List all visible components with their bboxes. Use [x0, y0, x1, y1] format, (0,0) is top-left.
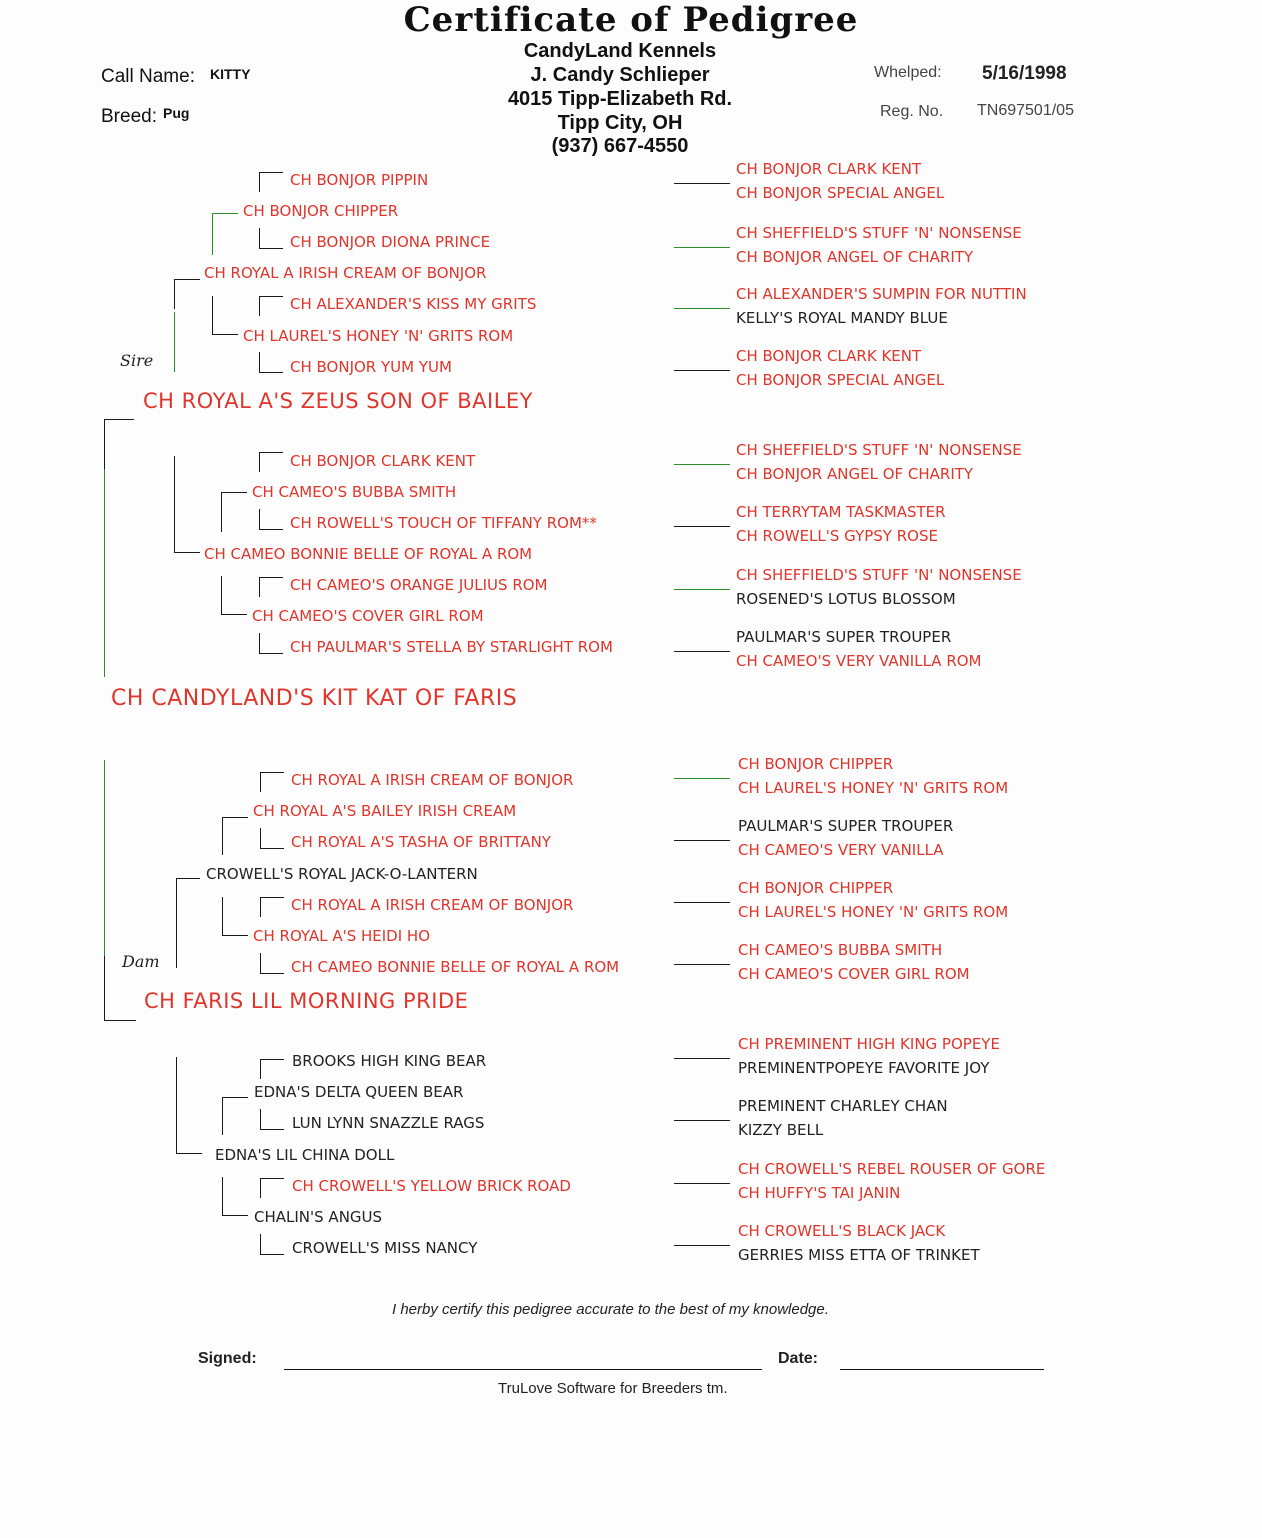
bracket-line	[176, 878, 200, 879]
bracket-line	[212, 213, 238, 214]
bracket-line	[259, 172, 283, 173]
pedigree-entry: KELLY'S ROYAL MANDY BLUE	[736, 309, 948, 327]
bracket-line	[260, 953, 261, 973]
pedigree-entry: CH ALEXANDER'S KISS MY GRITS	[290, 295, 537, 313]
bracket-line	[259, 352, 260, 372]
pedigree-entry: CH BONJOR CLARK KENT	[736, 347, 922, 365]
bracket-line	[260, 1178, 284, 1179]
bracket-line	[176, 878, 177, 968]
bracket-line	[222, 1097, 248, 1098]
bracket-line	[176, 1057, 177, 1153]
pedigree-entry: CH ROYAL A IRISH CREAM OF BONJOR	[291, 896, 574, 914]
pedigree-entry: CH BONJOR ANGEL OF CHARITY	[736, 465, 974, 483]
bracket-line	[674, 1058, 730, 1059]
bracket-line	[260, 1059, 284, 1060]
bracket-line	[259, 577, 283, 578]
pedigree-entry: ROSENED'S LOTUS BLOSSOM	[736, 590, 956, 608]
date-label: Date:	[778, 1350, 819, 1367]
bracket-line	[259, 172, 260, 192]
bracket-line	[260, 772, 284, 773]
bracket-line	[174, 279, 175, 309]
pedigree-entry: CH PREMINENT HIGH KING POPEYE	[738, 1035, 1000, 1053]
bracket-line	[260, 1254, 284, 1255]
owner-name: J. Candy Schlieper	[530, 64, 710, 86]
kennel-address: 4015 Tipp-Elizabeth Rd.	[507, 88, 733, 110]
reg-no-value: TN697501/05	[977, 102, 1074, 119]
pedigree-entry: CH BONJOR DIONA PRINCE	[290, 233, 491, 251]
signature-line[interactable]	[284, 1369, 762, 1370]
pedigree-entry: CHALIN'S ANGUS	[254, 1208, 383, 1226]
bracket-line	[260, 1129, 284, 1130]
pedigree-entry: CH CAMEO'S VERY VANILLA ROM	[736, 652, 982, 670]
pedigree-entry: CH BONJOR YUM YUM	[290, 358, 452, 376]
pedigree-entry: CH ROYAL A IRISH CREAM OF BONJOR	[204, 264, 487, 282]
pedigree-entry: CH ALEXANDER'S SUMPIN FOR NUTTIN	[736, 285, 1027, 303]
pedigree-entry: PAULMAR'S SUPER TROUPER	[738, 817, 954, 835]
pedigree-entry: LUN LYNN SNAZZLE RAGS	[292, 1114, 485, 1132]
bracket-line	[222, 935, 248, 936]
bracket-line	[260, 848, 284, 849]
bracket-line	[674, 1120, 730, 1121]
pedigree-entry: CH ROYAL A'S BAILEY IRISH CREAM	[253, 802, 517, 820]
pedigree-entry: CH ROYAL A'S TASHA OF BRITTANY	[291, 833, 551, 851]
pedigree-entry: CH TERRYTAM TASKMASTER	[736, 503, 946, 521]
bracket-line	[221, 492, 247, 493]
pedigree-entry: CROWELL'S MISS NANCY	[292, 1239, 478, 1257]
bracket-line	[260, 897, 284, 898]
bracket-line	[222, 817, 223, 855]
bracket-line	[212, 334, 238, 335]
pedigree-entry: CH LAUREL'S HONEY 'N' GRITS ROM	[738, 779, 1009, 797]
pedigree-entry: CH CAMEO BONNIE BELLE OF ROYAL A ROM	[291, 958, 620, 976]
pedigree-entry: CH BONJOR CLARK KENT	[736, 160, 922, 178]
bracket-line	[104, 419, 105, 469]
pedigree-entry: CH ROYAL A IRISH CREAM OF BONJOR	[291, 771, 574, 789]
bracket-line	[259, 372, 283, 373]
subject-dog-name: CH CANDYLAND'S KIT KAT OF FARIS	[111, 686, 518, 711]
pedigree-entry: CH SHEFFIELD'S STUFF 'N' NONSENSE	[736, 566, 1022, 584]
pedigree-entry: KIZZY BELL	[738, 1121, 824, 1139]
pedigree-entry: CH BONJOR PIPPIN	[290, 171, 429, 189]
bracket-line	[221, 492, 222, 532]
bracket-line	[259, 577, 260, 597]
bracket-line	[259, 509, 260, 529]
bracket-line	[212, 213, 213, 255]
pedigree-entry: PREMINENTPOPEYE FAVORITE JOY	[738, 1059, 990, 1077]
software-credit: TruLove Software for Breeders tm.	[498, 1380, 728, 1397]
bracket-line	[674, 1245, 730, 1246]
pedigree-entry: CH ROWELL'S TOUCH OF TIFFANY ROM**	[290, 514, 597, 532]
pedigree-entry: CH BONJOR CHIPPER	[738, 755, 894, 773]
bracket-line	[674, 308, 730, 309]
pedigree-entry: CROWELL'S ROYAL JACK-O-LANTERN	[206, 865, 478, 883]
pedigree-entry: CH ROYAL A'S HEIDI HO	[253, 927, 430, 945]
pedigree-entry: CH ROWELL'S GYPSY ROSE	[736, 527, 938, 545]
bracket-line	[674, 526, 730, 527]
pedigree-entry: EDNA'S LIL CHINA DOLL	[215, 1146, 395, 1164]
pedigree-entry: CH CAMEO'S ORANGE JULIUS ROM	[290, 576, 548, 594]
certificate-title: Certificate of Pedigree	[403, 0, 859, 40]
pedigree-entry: CH PAULMAR'S STELLA BY STARLIGHT ROM	[290, 638, 613, 656]
kennel-phone: (937) 667-4550	[551, 135, 689, 157]
pedigree-entry: CH BONJOR ANGEL OF CHARITY	[736, 248, 974, 266]
sire-name: CH ROYAL A'S ZEUS SON OF BAILEY	[143, 389, 534, 413]
call-name-value: KITTY	[210, 66, 251, 82]
whelped-label: Whelped:	[874, 64, 942, 81]
bracket-line	[174, 312, 175, 372]
bracket-line	[674, 464, 730, 465]
pedigree-entry: CH BONJOR CHIPPER	[738, 879, 894, 897]
breed-label: Breed:	[101, 106, 157, 127]
bracket-line	[221, 576, 222, 614]
kennel-city: Tipp City, OH	[557, 112, 683, 134]
pedigree-entry: CH LAUREL'S HONEY 'N' GRITS ROM	[738, 903, 1009, 921]
pedigree-entry: CH BONJOR CLARK KENT	[290, 452, 476, 470]
bracket-line	[259, 452, 283, 453]
certification-statement: I herby certify this pedigree accurate to the best of my knowledge.	[392, 1301, 829, 1318]
reg-no-label: Reg. No.	[880, 103, 944, 120]
bracket-line	[674, 651, 730, 652]
pedigree-entry: CH BONJOR SPECIAL ANGEL	[736, 184, 945, 202]
bracket-line	[260, 897, 261, 917]
pedigree-entry: CH CAMEO'S COVER GIRL ROM	[252, 607, 484, 625]
pedigree-entry: CH CAMEO'S BUBBA SMITH	[252, 483, 457, 501]
bracket-line	[221, 614, 247, 615]
pedigree-entry: CH BONJOR SPECIAL ANGEL	[736, 371, 945, 389]
pedigree-entry: PAULMAR'S SUPER TROUPER	[736, 628, 952, 646]
bracket-line	[260, 973, 284, 974]
pedigree-entry: CH CAMEO'S BUBBA SMITH	[738, 941, 943, 959]
call-name-label: Call Name:	[101, 66, 195, 87]
bracket-line	[674, 902, 730, 903]
bracket-line	[222, 817, 248, 818]
bracket-line	[104, 469, 105, 677]
bracket-line	[104, 1020, 136, 1021]
sire-label: Sire	[120, 351, 154, 370]
bracket-line	[260, 828, 261, 848]
dam-label: Dam	[122, 952, 160, 971]
bracket-line	[222, 1215, 248, 1216]
bracket-line	[104, 956, 105, 1020]
pedigree-entry: BROOKS HIGH KING BEAR	[292, 1052, 487, 1070]
bracket-line	[260, 1109, 261, 1129]
bracket-line	[674, 840, 730, 841]
bracket-line	[259, 248, 283, 249]
bracket-line	[104, 760, 105, 956]
signed-label: Signed:	[198, 1350, 257, 1367]
bracket-line	[176, 1153, 202, 1154]
bracket-line	[174, 456, 175, 552]
bracket-line	[674, 370, 730, 371]
bracket-line	[674, 247, 730, 248]
bracket-line	[260, 772, 261, 792]
bracket-line	[674, 589, 730, 590]
pedigree-entry: CH CROWELL'S BLACK JACK	[738, 1222, 946, 1240]
kennel-name: CandyLand Kennels	[523, 40, 717, 62]
pedigree-entry: CH BONJOR CHIPPER	[243, 202, 399, 220]
bracket-line	[212, 296, 213, 334]
bracket-line	[222, 1177, 223, 1215]
bracket-line	[260, 1178, 261, 1198]
bracket-line	[260, 1234, 261, 1254]
bracket-line	[259, 228, 260, 248]
pedigree-entry: CH CAMEO'S COVER GIRL ROM	[738, 965, 970, 983]
pedigree-entry: CH LAUREL'S HONEY 'N' GRITS ROM	[243, 327, 514, 345]
pedigree-entry: CH SHEFFIELD'S STUFF 'N' NONSENSE	[736, 224, 1022, 242]
date-line[interactable]	[840, 1369, 1044, 1370]
pedigree-entry: CH CROWELL'S YELLOW BRICK ROAD	[292, 1177, 571, 1195]
dam-name: CH FARIS LIL MORNING PRIDE	[144, 989, 469, 1013]
bracket-line	[259, 452, 260, 472]
pedigree-entry: CH CAMEO'S VERY VANILLA	[738, 841, 944, 859]
pedigree-entry: CH SHEFFIELD'S STUFF 'N' NONSENSE	[736, 441, 1022, 459]
bracket-line	[259, 296, 283, 297]
pedigree-entry: CH HUFFY'S TAI JANIN	[738, 1184, 901, 1202]
bracket-line	[674, 183, 730, 184]
pedigree-entry: PREMINENT CHARLEY CHAN	[738, 1097, 948, 1115]
whelped-date: 5/16/1998	[982, 63, 1067, 84]
bracket-line	[259, 653, 283, 654]
bracket-line	[674, 778, 730, 779]
bracket-line	[104, 419, 134, 420]
pedigree-entry: CH CAMEO BONNIE BELLE OF ROYAL A ROM	[204, 545, 533, 563]
bracket-line	[259, 633, 260, 653]
bracket-line	[174, 552, 200, 553]
pedigree-entry: CH CROWELL'S REBEL ROUSER OF GORE	[738, 1160, 1046, 1178]
bracket-line	[174, 279, 200, 280]
bracket-line	[222, 1097, 223, 1135]
bracket-line	[674, 964, 730, 965]
pedigree-entry: EDNA'S DELTA QUEEN BEAR	[254, 1083, 464, 1101]
bracket-line	[259, 529, 283, 530]
bracket-line	[259, 296, 260, 316]
bracket-line	[260, 1059, 261, 1079]
bracket-line	[222, 897, 223, 935]
breed-value: Pug	[163, 105, 190, 121]
bracket-line	[674, 1183, 730, 1184]
pedigree-entry: GERRIES MISS ETTA OF TRINKET	[738, 1246, 980, 1264]
